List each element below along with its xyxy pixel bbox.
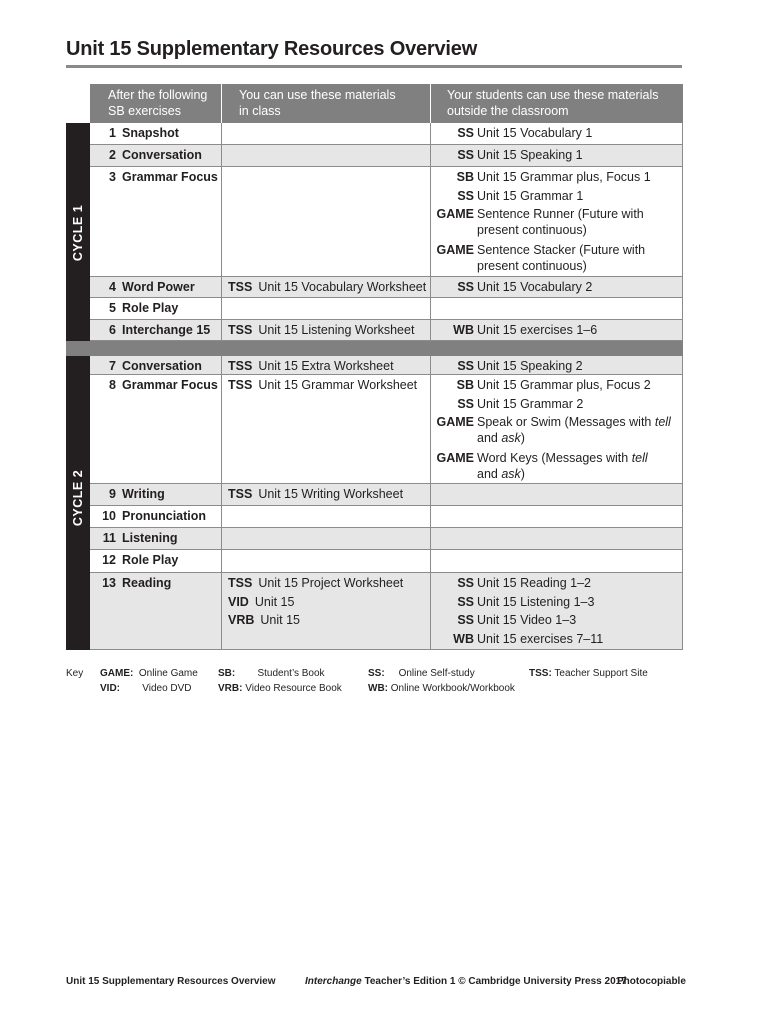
student-text-line: Unit 15 Speaking 1 xyxy=(477,148,583,162)
class-materials-cell xyxy=(221,506,430,527)
class-materials-cell xyxy=(221,356,430,374)
class-materials-cell xyxy=(221,573,430,649)
student-text xyxy=(477,612,677,628)
class-materials-cell xyxy=(221,167,430,276)
exercise-number: 4 xyxy=(109,280,116,294)
student-materials-cell xyxy=(430,277,683,297)
student-materials-cell xyxy=(430,550,683,572)
material-code: TSS xyxy=(228,280,253,294)
material-code: VID xyxy=(228,594,249,609)
student-text xyxy=(477,206,677,238)
exercise-name: Pronunciation xyxy=(122,509,207,523)
student-text-line: Unit 15 Video 1–3 xyxy=(477,613,577,627)
key-item-wb: WB: Online Workbook/Workbook xyxy=(368,683,515,694)
exercise-label xyxy=(90,147,202,163)
exercise-cell xyxy=(90,320,221,340)
material-text: Unit 15 Vocabulary Worksheet xyxy=(258,280,427,294)
student-text xyxy=(477,631,677,647)
student-text-line: Unit 15 Speaking 2 xyxy=(477,359,583,373)
table-row xyxy=(90,167,683,277)
key-item-vid: VID: Video DVD xyxy=(100,683,192,694)
student-code: SS xyxy=(457,576,474,590)
student-text xyxy=(477,594,677,610)
student-text xyxy=(477,125,677,141)
exercise-number: 7 xyxy=(109,359,116,373)
footer-left: Unit 15 Supplementary Resources Overview xyxy=(66,976,276,987)
student-code: GAME xyxy=(436,415,474,429)
student-code: SS xyxy=(457,280,474,294)
student-text xyxy=(477,147,677,163)
table-row xyxy=(90,320,683,341)
student-materials-cell xyxy=(430,375,683,483)
key-item-tss: TSS: Teacher Support Site xyxy=(529,668,648,679)
student-materials-cell xyxy=(430,573,683,649)
class-materials-cell xyxy=(221,484,430,505)
class-materials-cell xyxy=(221,123,430,144)
student-text xyxy=(477,242,677,274)
student-code: SS xyxy=(457,613,474,627)
cycle-2-bar xyxy=(66,356,90,650)
material-code: TSS xyxy=(228,576,253,590)
table-row xyxy=(90,528,683,550)
exercise-label xyxy=(90,322,210,338)
material-code: TSS xyxy=(228,323,253,337)
student-code: GAME xyxy=(436,450,474,465)
student-code: WB xyxy=(453,631,474,646)
material-item xyxy=(228,486,403,502)
student-code: GAME xyxy=(436,207,474,221)
exercise-cell xyxy=(90,375,221,483)
exercise-label xyxy=(90,169,218,185)
cycle-1-bar xyxy=(66,123,90,341)
student-text xyxy=(477,377,677,393)
exercise-label xyxy=(90,279,195,295)
student-text-line: Unit 15 exercises 7–11 xyxy=(477,631,604,646)
student-text xyxy=(477,358,677,374)
student-text-line: Speak or Swim (Messages with tell xyxy=(477,415,671,429)
exercise-number: 6 xyxy=(109,323,116,337)
footer-photocopiable: Photocopiable xyxy=(617,976,686,987)
student-text-line: Sentence Stacker (Future with xyxy=(477,242,646,257)
table-row xyxy=(90,573,683,650)
student-materials-cell xyxy=(430,123,683,144)
table-header xyxy=(90,84,683,123)
exercise-cell xyxy=(90,484,221,505)
exercise-label xyxy=(90,508,206,524)
exercise-number: 12 xyxy=(102,553,116,567)
class-materials-cell xyxy=(221,277,430,297)
student-text-line: Unit 15 Vocabulary 2 xyxy=(477,280,593,294)
student-text-line: Unit 15 Grammar plus, Focus 2 xyxy=(477,378,651,392)
student-code: SB xyxy=(456,378,474,392)
cycle-label: CYCLE 1 xyxy=(71,204,85,262)
exercise-name: Grammar Focus xyxy=(122,170,218,184)
exercise-name: Role Play xyxy=(122,553,179,567)
student-code: SS xyxy=(457,148,474,162)
student-text xyxy=(477,450,677,482)
class-materials-cell xyxy=(221,375,430,483)
table-row xyxy=(90,145,683,167)
class-materials-cell xyxy=(221,298,430,319)
material-code: VRB xyxy=(228,613,255,627)
exercise-label xyxy=(90,486,165,502)
student-text-line: Unit 15 Vocabulary 1 xyxy=(477,126,593,140)
material-code: TSS xyxy=(228,359,253,373)
table-row xyxy=(90,123,683,145)
key-item-sb: SB: Student’s Book xyxy=(218,668,325,679)
material-item xyxy=(228,358,394,374)
material-text: Unit 15 xyxy=(260,613,301,627)
student-text-line: Sentence Runner (Future with xyxy=(477,207,644,221)
exercise-cell xyxy=(90,550,221,572)
exercise-number: 8 xyxy=(109,378,116,392)
student-materials-cell xyxy=(430,528,683,549)
material-code: TSS xyxy=(228,378,253,392)
exercise-name: Listening xyxy=(122,531,178,545)
student-text-line: and ask) xyxy=(477,466,525,481)
material-item xyxy=(228,612,300,628)
student-text xyxy=(477,414,677,446)
key-label: Key xyxy=(66,668,84,679)
class-materials-cell xyxy=(221,320,430,340)
student-code: WB xyxy=(453,323,474,337)
student-text xyxy=(477,279,677,295)
exercise-name: Interchange 15 xyxy=(122,323,211,337)
exercise-cell xyxy=(90,145,221,166)
exercise-cell xyxy=(90,506,221,527)
material-text: Unit 15 Grammar Worksheet xyxy=(258,378,418,392)
student-code: SS xyxy=(457,396,474,411)
student-code: SB xyxy=(456,170,474,184)
material-item xyxy=(228,322,414,338)
exercise-label xyxy=(90,552,178,568)
exercise-name: Role Play xyxy=(122,301,179,315)
table-row xyxy=(90,484,683,506)
student-text-line: and ask) xyxy=(477,431,525,445)
student-text-line: Word Keys (Messages with tell xyxy=(477,450,648,465)
exercise-number: 13 xyxy=(102,576,116,590)
table-row xyxy=(90,356,683,375)
student-materials-cell xyxy=(430,506,683,527)
material-text: Unit 15 Extra Worksheet xyxy=(258,359,394,373)
student-text xyxy=(477,169,677,185)
student-materials-cell xyxy=(430,145,683,166)
key-item-game: GAME: Online Game xyxy=(100,668,198,679)
material-text: Unit 15 xyxy=(254,594,295,609)
exercise-number: 3 xyxy=(109,170,116,184)
footer-copyright: Interchange Teacher’s Edition 1 © Cambridge University Press 2017 xyxy=(305,976,627,987)
exercise-cell xyxy=(90,298,221,319)
exercise-label xyxy=(90,377,218,393)
class-materials-cell xyxy=(221,145,430,166)
student-text xyxy=(477,575,677,591)
header-in-class: You can use these materials in class xyxy=(239,88,396,118)
key-item-vrb: VRB: Video Resource Book xyxy=(218,683,342,694)
material-text: Unit 15 Writing Worksheet xyxy=(258,487,404,501)
table-row xyxy=(90,550,683,573)
table-row xyxy=(90,375,683,484)
student-code: SS xyxy=(457,188,474,203)
student-code: SS xyxy=(457,126,474,140)
material-item xyxy=(228,377,417,393)
page-title: Unit 15 Supplementary Resources Overview xyxy=(66,38,478,60)
student-text-line: Unit 15 Grammar 2 xyxy=(477,396,584,411)
exercise-name: Grammar Focus xyxy=(122,378,218,392)
exercise-cell xyxy=(90,528,221,549)
student-text xyxy=(477,322,677,338)
material-item xyxy=(228,594,294,610)
class-materials-cell xyxy=(221,550,430,572)
student-text xyxy=(477,396,677,412)
material-code: TSS xyxy=(228,487,253,501)
exercise-cell xyxy=(90,167,221,276)
exercise-number: 11 xyxy=(102,531,116,545)
header-sb-exercises: After the following SB exercises xyxy=(108,88,208,118)
key-item-ss: SS: Online Self-study xyxy=(368,668,475,679)
exercise-name: Conversation xyxy=(122,148,202,162)
student-text-line: Unit 15 Grammar 1 xyxy=(477,188,584,203)
header-outside-class: Your students can use these materials outside the classroom xyxy=(447,88,659,118)
student-text-line: Unit 15 Reading 1–2 xyxy=(477,576,591,590)
exercise-cell xyxy=(90,573,221,649)
material-text: Unit 15 Listening Worksheet xyxy=(258,323,415,337)
student-text-line: Unit 15 Grammar plus, Focus 1 xyxy=(477,170,651,184)
exercise-number: 9 xyxy=(109,487,116,501)
material-item xyxy=(228,279,426,295)
exercise-label xyxy=(90,358,202,374)
exercise-number: 5 xyxy=(109,301,116,315)
table-right-border xyxy=(682,123,683,341)
exercise-number: 2 xyxy=(109,148,116,162)
exercise-name: Conversation xyxy=(122,359,202,373)
material-text: Unit 15 Project Worksheet xyxy=(258,576,404,590)
student-text-line: present continuous) xyxy=(477,223,587,237)
exercise-cell xyxy=(90,356,221,374)
student-materials-cell xyxy=(430,484,683,505)
student-materials-cell xyxy=(430,167,683,276)
exercise-name: Reading xyxy=(122,576,172,590)
student-code: SS xyxy=(457,594,474,609)
student-text-line: Unit 15 Listening 1–3 xyxy=(477,594,595,609)
table-row xyxy=(90,506,683,528)
student-code: GAME xyxy=(436,242,474,257)
exercise-number: 10 xyxy=(102,509,116,523)
exercise-name: Writing xyxy=(122,487,165,501)
exercise-label xyxy=(90,300,178,316)
student-text-line: present continuous) xyxy=(477,258,587,273)
student-text-line: Unit 15 exercises 1–6 xyxy=(477,323,598,337)
exercise-name: Snapshot xyxy=(122,126,179,140)
cycle-separator xyxy=(66,341,683,356)
exercise-number: 1 xyxy=(109,126,116,140)
table-right-border xyxy=(682,356,683,650)
table-row xyxy=(90,277,683,298)
exercise-name: Word Power xyxy=(122,280,195,294)
student-materials-cell xyxy=(430,320,683,340)
title-rule xyxy=(66,65,682,68)
cycle-label: CYCLE 2 xyxy=(71,469,85,527)
student-materials-cell xyxy=(430,356,683,374)
exercise-label xyxy=(90,125,179,141)
exercise-cell xyxy=(90,277,221,297)
class-materials-cell xyxy=(221,528,430,549)
student-text xyxy=(477,188,677,204)
exercise-label xyxy=(90,530,178,546)
student-materials-cell xyxy=(430,298,683,319)
student-code: SS xyxy=(457,359,474,373)
exercise-label xyxy=(90,575,171,591)
table-row xyxy=(90,298,683,320)
exercise-cell xyxy=(90,123,221,144)
material-item xyxy=(228,575,403,591)
